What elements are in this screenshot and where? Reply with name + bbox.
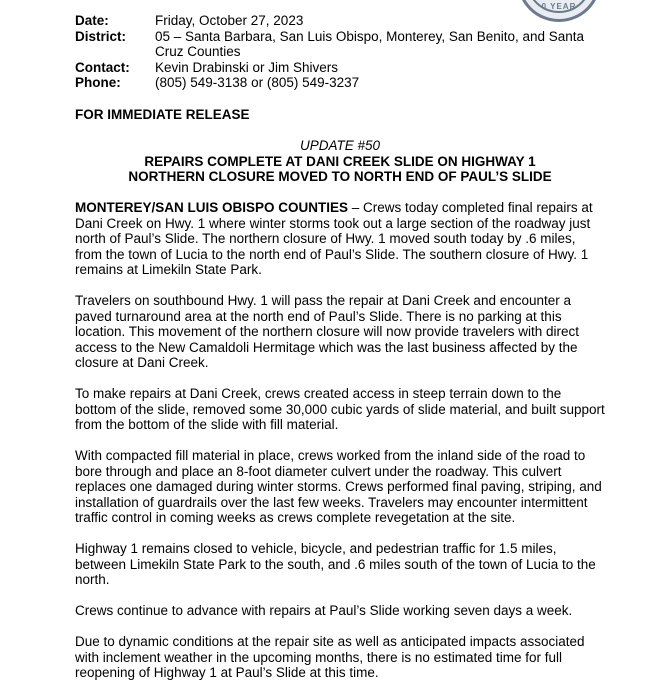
paragraph-5: Highway 1 remains closed to vehicle, bicycle, and pedestrian traffic for 1.5 miles, between Limekiln State Park to the south, and .6 miles south of the town of Lucia to the north. [75, 541, 596, 587]
release-notice: FOR IMMEDIATE RELEASE [75, 107, 250, 122]
paragraph-1-text: – Crews today completed final repairs at Dani Creek on Hwy. 1 where winter storms took out a large section of the roadway just north of Paul’s Slide. The northern closure of Hwy. 1 moved south today by .6 miles, from the town of Lucia to the north end of Paul’s Slide. The southern closure of Hwy. 1 remains at Limekiln State Park. [75, 200, 593, 277]
dateline: MONTEREY/SAN LUIS OBISPO COUNTIES [75, 200, 349, 215]
district-row [75, 29, 595, 60]
headline-line-1: REPAIRS COMPLETE AT DANI CREEK SLIDE ON HIGHWAY 1 [144, 153, 536, 169]
paragraph-2: Travelers on southbound Hwy. 1 will pass the repair at Dani Creek and encounter a paved turnaround area at the north end of Paul’s Slide. There is no parking at this location. This movement of the northern closure will now provide travelers with direct access to the New Camaldoli Hermitage which was the last business affected by the closure at Dani Creek. [75, 293, 579, 370]
phone-row [75, 75, 595, 91]
release-metadata [75, 13, 595, 91]
paragraph-3: To make repairs at Dani Creek, crews created access in steep terrain down to the bottom of the slide, removed some 30,000 cubic yards of slide material, and built support from the bottom of the slide with fill material. [75, 386, 605, 432]
paragraph-7: Due to dynamic conditions at the repair site as well as anticipated impacts associated with inclement weather in the upcoming months, there is no estimated time for full reopening of Highway 1 at Paul’s Slide at this time. [75, 634, 585, 680]
district-label: District: [75, 28, 127, 44]
update-number: UPDATE #50 [299, 138, 381, 153]
phone-label: Phone: [75, 75, 121, 90]
contact-row [75, 60, 595, 76]
headline [75, 138, 605, 185]
date-value: Friday, October 27, 2023 [155, 13, 304, 28]
date-label: Date: [75, 13, 109, 28]
district-value: 05 – Santa Barbara, San Luis Obispo, Monterey, San Benito, and Santa Cruz Counties [155, 28, 585, 59]
seal-text: 0 YEAR [541, 2, 577, 11]
paragraph-6: Crews continue to advance with repairs at Paul’s Slide working seven days a week. [75, 603, 573, 618]
date-row [75, 13, 595, 29]
phone-value: (805) 549-3138 or (805) 549-3237 [155, 75, 360, 90]
paragraph-1 [75, 200, 605, 278]
paragraph-4: With compacted fill material in place, crews worked from the inland side of the road to bore through and place an 8-foot diameter culvert under the roadway. This culvert replaces one damaged during winter storms. Crews performed final paving, striping, and installation of guardrails over the last few weeks. Travelers may encounter intermittent traffic control in coming weeks as crews complete revegetation at the site. [75, 448, 602, 525]
headline-line-2: NORTHERN CLOSURE MOVED TO NORTH END OF PAUL’S SLIDE [128, 169, 552, 184]
contact-value: Kevin Drabinski or Jim Shivers [155, 59, 339, 75]
contact-label: Contact: [75, 59, 130, 75]
release-body [75, 200, 605, 696]
